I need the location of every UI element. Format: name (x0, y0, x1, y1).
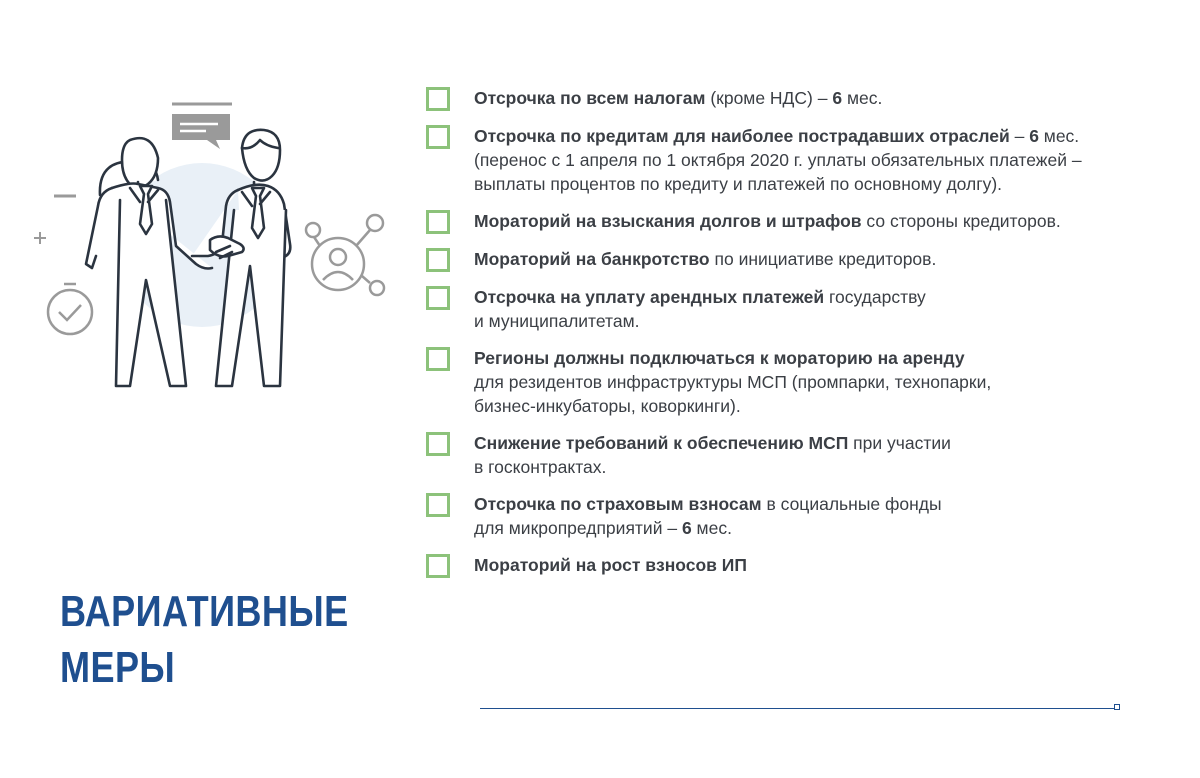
checkbox-icon (426, 210, 450, 234)
measure-item (426, 209, 1126, 234)
network-user-icon (306, 215, 384, 295)
check-circle-icon (48, 284, 92, 334)
measure-text: Мораторий на рост взносов ИП (474, 555, 747, 575)
checkbox-icon (426, 347, 450, 371)
divider-end-marker (1114, 704, 1120, 710)
measure-text: Отсрочка по всем налогам (кроме НДС) – 6 мес. (474, 88, 883, 108)
checkbox-icon (426, 248, 450, 272)
speech-bubble-icon (172, 104, 232, 149)
measure-item (426, 247, 1126, 272)
measure-text: Мораторий на банкротство по инициативе кредиторов. (474, 249, 937, 269)
measure-item (426, 86, 1126, 111)
measure-item (426, 492, 1126, 540)
checkbox-icon (426, 493, 450, 517)
business-handshake-illustration (20, 90, 400, 400)
checkbox-icon (426, 554, 450, 578)
measure-text: Отсрочка по страховым взносам в социальные фонды для микропредприятий – 6 мес. (474, 494, 942, 538)
measure-item (426, 124, 1126, 196)
measure-text: Снижение требований к обеспечению МСП при участии в госконтрактах. (474, 433, 951, 477)
measure-item (426, 431, 1126, 479)
plus-icon (34, 232, 46, 244)
measure-item (426, 553, 1126, 578)
bottom-divider (480, 708, 1116, 709)
checkbox-icon (426, 286, 450, 310)
measure-text: Отсрочка по кредитам для наиболее пострадавших отраслей – 6 мес. (перенос с 1 апреля по 1 октября 2020 г. уплаты обязательных платежей – выплаты процентов по кредиту и платежей по основному долгу). (474, 126, 1082, 194)
checkbox-icon (426, 432, 450, 456)
measure-text: Регионы должны подключаться к мораторию на аренду для резидентов инфраструктуры МСП (промпарки, технопарки, бизнес-инкубаторы, коворкинги). (474, 348, 992, 416)
measure-text: Отсрочка на уплату арендных платежей государству и муниципалитетам. (474, 287, 926, 331)
measure-item (426, 285, 1126, 333)
checkbox-icon (426, 87, 450, 111)
page-title-line-1: ВАРИАТИВНЫЕ (60, 587, 349, 636)
measure-item (426, 346, 1126, 418)
measures-list (426, 86, 1126, 591)
checkbox-icon (426, 125, 450, 149)
page-title (60, 584, 349, 696)
page-title-line-2: МЕРЫ (60, 643, 176, 692)
measure-text: Мораторий на взыскания долгов и штрафов со стороны кредиторов. (474, 211, 1061, 231)
